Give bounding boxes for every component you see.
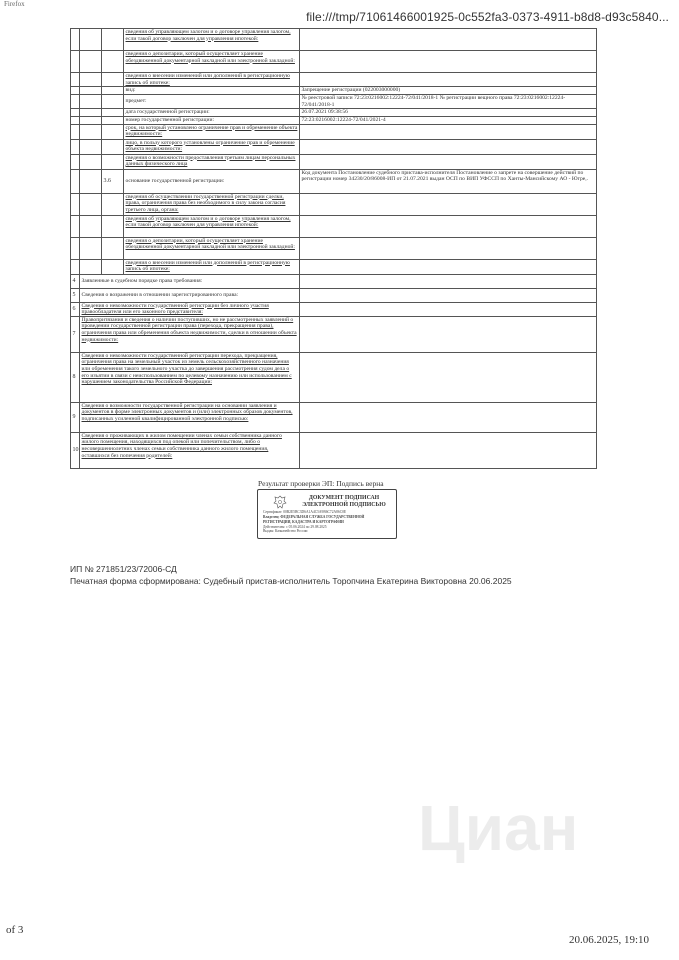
cell-label: Сведения о возможности государственной регистрации на основании заявления и документов в форме электронных документов и (или) электронных образов документов, подписанных усиленной квалифицированной электронной подписью: [80, 402, 300, 432]
cell-label: Заявленные в судебном порядке права требования: [80, 274, 300, 288]
printed-by-line: Печатная форма сформирована: Судебный пристав-исполнитель Торопчина Екатерина Викторовна 20.06.2025 [70, 576, 512, 586]
row-number: 8 [71, 352, 80, 402]
print-datetime: 20.06.2025, 19:10 [568, 934, 649, 946]
cell-label: сведения о депозитарии, который осуществляет хранение обездвиженной документарной закладной или электронной закладной: [124, 237, 300, 259]
cell-label: основание государственной регистрации: [124, 169, 300, 193]
file-url: file:///tmp/71061466001925-0c552fa3-0373-4911-b8d8-d93c5840... [306, 10, 669, 24]
page-count: of 3 [6, 924, 24, 936]
cell-value: 26.07.2021 09:38:56 [300, 109, 597, 117]
cell-label: сведения об управляющем залогом и о договоре управления залогом, если такой договор заключен для управления ипотекой: [124, 215, 300, 237]
stamp-owner-line2: РЕГИСТРАЦИИ, КАДАСТРА И КАРТОГРАФИИ [263, 519, 344, 524]
stamp-title-line1: ДОКУМЕНТ ПОДПИСАН [308, 495, 380, 501]
cell-label: Правопритязания и сведения о наличии поступивших, но не рассмотренных заявлений о проведении государственной регистрации права (перехода, прекращения права), ограничения права или обременения объекта недвижимости, сделки в отношении объекта недвижимости: [80, 316, 300, 352]
cell-label: дата государственной регистрации: [124, 109, 300, 117]
cell-value: Запрещение регистрации (022003000000) [300, 87, 597, 95]
row-number: 5 [71, 288, 80, 302]
stamp-certificate: Сертификат: 00B2E5BC3D6A1A4C5A9B6C72A86C0E [263, 510, 347, 514]
cell-label: Сведения о проживающих в жилом помещении членах семьи собственника данного жилого помещения, находящихся под опекой или попечительством, либо о несовершеннолетних членах семьи собственника данного жилого помещения, оставшихся без попечения родителей: [80, 432, 300, 468]
cell-label: сведения о возможности предоставления третьим лицам персональных данных физического лица [124, 154, 300, 169]
cell-label: срок, на который установлено ограничение прав и обременение объекта недвижимости: [124, 124, 300, 139]
cell-label: сведения об управляющем залогом и о договоре управления залогом, если такой договор заключен для управления ипотекой: [124, 29, 300, 51]
stamp-title-line2: ЭЛЕКТРОННОЙ ПОДПИСЬЮ [302, 501, 386, 508]
stamp-issuer: Выдан: Казначейство России [263, 529, 308, 534]
stamp-owner-line1: Владелец: ФЕДЕРАЛЬНАЯ СЛУЖБА ГОСУДАРСТВЕННОЙ [263, 514, 365, 519]
stamp-validity: Действителен: с 05.06.2024 по 29.08.2025 [263, 524, 327, 529]
cell-value: 72:23:0216002:12224-72/041/2021-4 [300, 116, 597, 124]
coat-of-arms-icon [273, 495, 287, 509]
cell-label: сведения о внесении изменений или дополнений в регистрационную запись об ипотеке: [124, 73, 300, 87]
cell-label: Сведения о невозможности государственной регистрации без личного участия правообладателя или его законного представителя: [80, 302, 300, 316]
cell-label: номер государственной регистрации: [124, 116, 300, 124]
cell-label: сведения о депозитарии, который осуществляет хранение обездвиженной документарной закладной или электронной закладной: [124, 51, 300, 73]
section-number: 3.6 [102, 169, 124, 193]
electronic-signature-stamp [257, 489, 397, 539]
browser-label: Firefox [4, 0, 25, 8]
watermark-logo [418, 770, 608, 880]
cell-value: № реестровой записи 72:23:0216002:12224-72/041/2018-1 № регистрации вещного права 72:23:0216002:12224-72/041/2018-1 [300, 95, 597, 109]
watermark-text: Циан [418, 792, 579, 864]
row-number: 9 [71, 402, 80, 432]
encumbrance-table [70, 28, 596, 459]
cell-label: Сведения о возражении в отношении зарегистрированного права: [80, 288, 300, 302]
enforcement-case-number: ИП № 271851/23/72006-СД [70, 564, 177, 574]
row-number: 4 [71, 274, 80, 288]
cell-label: предмет: [124, 95, 300, 109]
cell-value: Код документа Постановление судебного пристава-исполнителя Постановление о запрете на совершение действий по регистрации номер 34230/20/86008-ИП от 21.07.2021 выдан ОСП по ВИП УФССП по Ханты-Мансийскому АО - Югре,. [300, 169, 597, 193]
row-number: 10 [71, 432, 80, 468]
cell-label: сведения о внесении изменений или дополнений в регистрационную запись об ипотеке: [124, 259, 300, 274]
row-number: 6 [71, 302, 80, 316]
cell-label: сведения об осуществлении государственной регистрации сделки, права, ограничения права без необходимого в силу закона согласия третьего лица, органа: [124, 193, 300, 215]
row-number: 7 [71, 316, 80, 352]
signature-check-result: Результат проверки ЭП: Подпись верна [258, 479, 384, 488]
cell-label: вид: [124, 87, 300, 95]
cell-label: лицо, в пользу которого установлены ограничение прав и обременение объекта недвижимости: [124, 139, 300, 154]
cell-label: Сведения о невозможности государственной регистрации перехода, прекращения, ограничения права на земельный участок из земель сельскохозяйственного назначения или обременения такого земельного участка до завершения рассмотрения судом дела о его изъятии в связи с неиспользованием по целевому назначению или использованием с нарушением законодательства Российской Федерации: [80, 352, 300, 402]
